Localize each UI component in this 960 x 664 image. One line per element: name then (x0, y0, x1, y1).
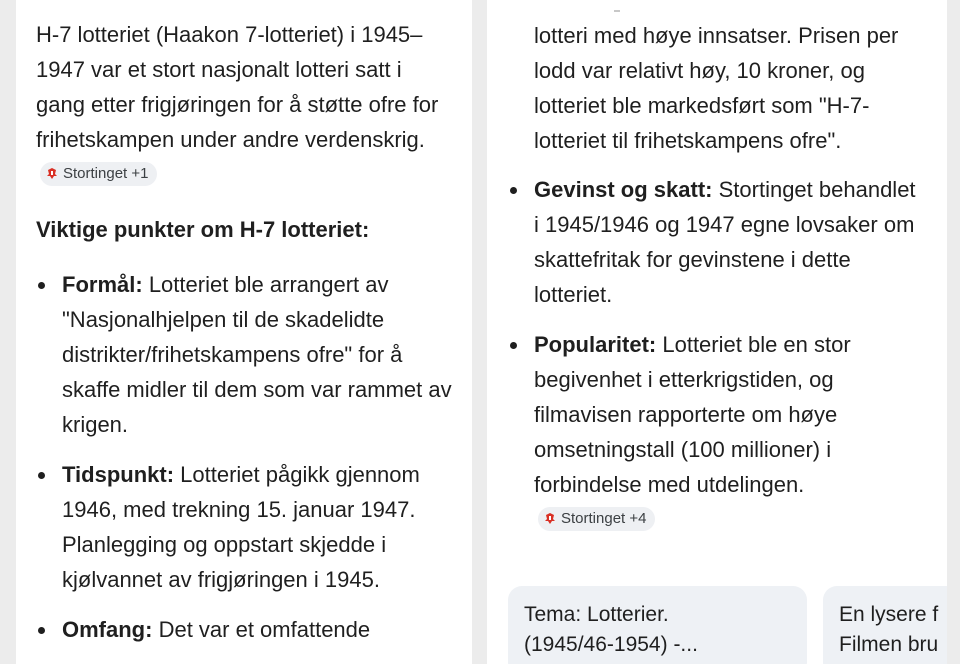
item-term: Gevinst og skatt: (534, 177, 713, 202)
item-term: Tidspunkt: (62, 462, 175, 487)
card-title-line: Tema: Lotterier. (524, 603, 669, 626)
bullet-icon (38, 627, 45, 634)
bullet-icon (38, 472, 45, 479)
list-item-tidspunkt (36, 457, 456, 597)
card-subtitle-line: (1945/46-1954) -... (524, 633, 698, 656)
source-chip-stortinget[interactable] (40, 162, 157, 186)
list-item-popularitet (508, 327, 918, 537)
card-title-line: En lysere f (839, 603, 939, 626)
list-item-formal (36, 267, 456, 442)
list-item-gevinst-og-skatt (508, 172, 918, 312)
scroll-edge-mark (614, 10, 620, 12)
intro-text: H-7 lotteriet (Haakon 7-lotteriet) i 1945–1947 var et stort nasjonalt lotteri satt i gang etter frigjøringen for å støtte ofre for frihetskampen under andre verdenskrig. (36, 22, 439, 152)
source-chip-stortinget[interactable] (538, 507, 655, 531)
stortinget-lion-icon (47, 168, 57, 179)
bullet-icon (510, 342, 517, 349)
item-term: Omfang: (62, 617, 153, 642)
chip-label: Stortinget +1 (63, 164, 149, 182)
continuation-paragraph: lotteri med høye innsatser. Prisen per lodd var relativt høy, 10 kroner, og lotteriet ble markedsført som "H-7-lotteriet til frihetskampens ofre". (534, 23, 899, 153)
stortinget-lion-icon (545, 513, 555, 524)
item-text: Lotteriet ble arrangert av "Nasjonalhjelpen til de skadelidte distrikter/frihetskampens ofre" for å skaffe midler til dem som var rammet av krigen. (62, 272, 452, 437)
right-response-panel (487, 0, 947, 664)
list-item-omfang (36, 612, 456, 647)
item-text: Lotteriet ble en stor begivenhet i etterkrigstiden, og filmavisen rapporterte om høye omsetningstall (100 millioner) i forbindelse med utdelingen. (534, 332, 851, 497)
section-heading: Viktige punkter om H-7 lotteriet: (36, 217, 370, 242)
source-card-lotterier[interactable] (508, 586, 807, 664)
item-text: Stortinget behandlet i 1945/1946 og 1947 egne lovsaker om skattefritak for gevinstene i dette lotteriet. (534, 177, 916, 307)
intro-paragraph (36, 17, 456, 192)
item-text: Lotteriet pågikk gjennom 1946, med trekning 15. januar 1947. Planlegging og oppstart skjedde i kjølvannet av frigjøringen i 1945. (62, 462, 420, 592)
item-term: Formål: (62, 272, 143, 297)
bullet-icon (38, 282, 45, 289)
source-card-filmen[interactable] (823, 586, 947, 664)
left-response-panel (16, 0, 472, 664)
card-subtitle-line: Filmen bru (839, 633, 939, 656)
bullet-icon (510, 187, 517, 194)
item-term: Popularitet: (534, 332, 657, 357)
chip-label: Stortinget +4 (561, 509, 647, 527)
item-text: Det var et omfattende (158, 617, 371, 642)
